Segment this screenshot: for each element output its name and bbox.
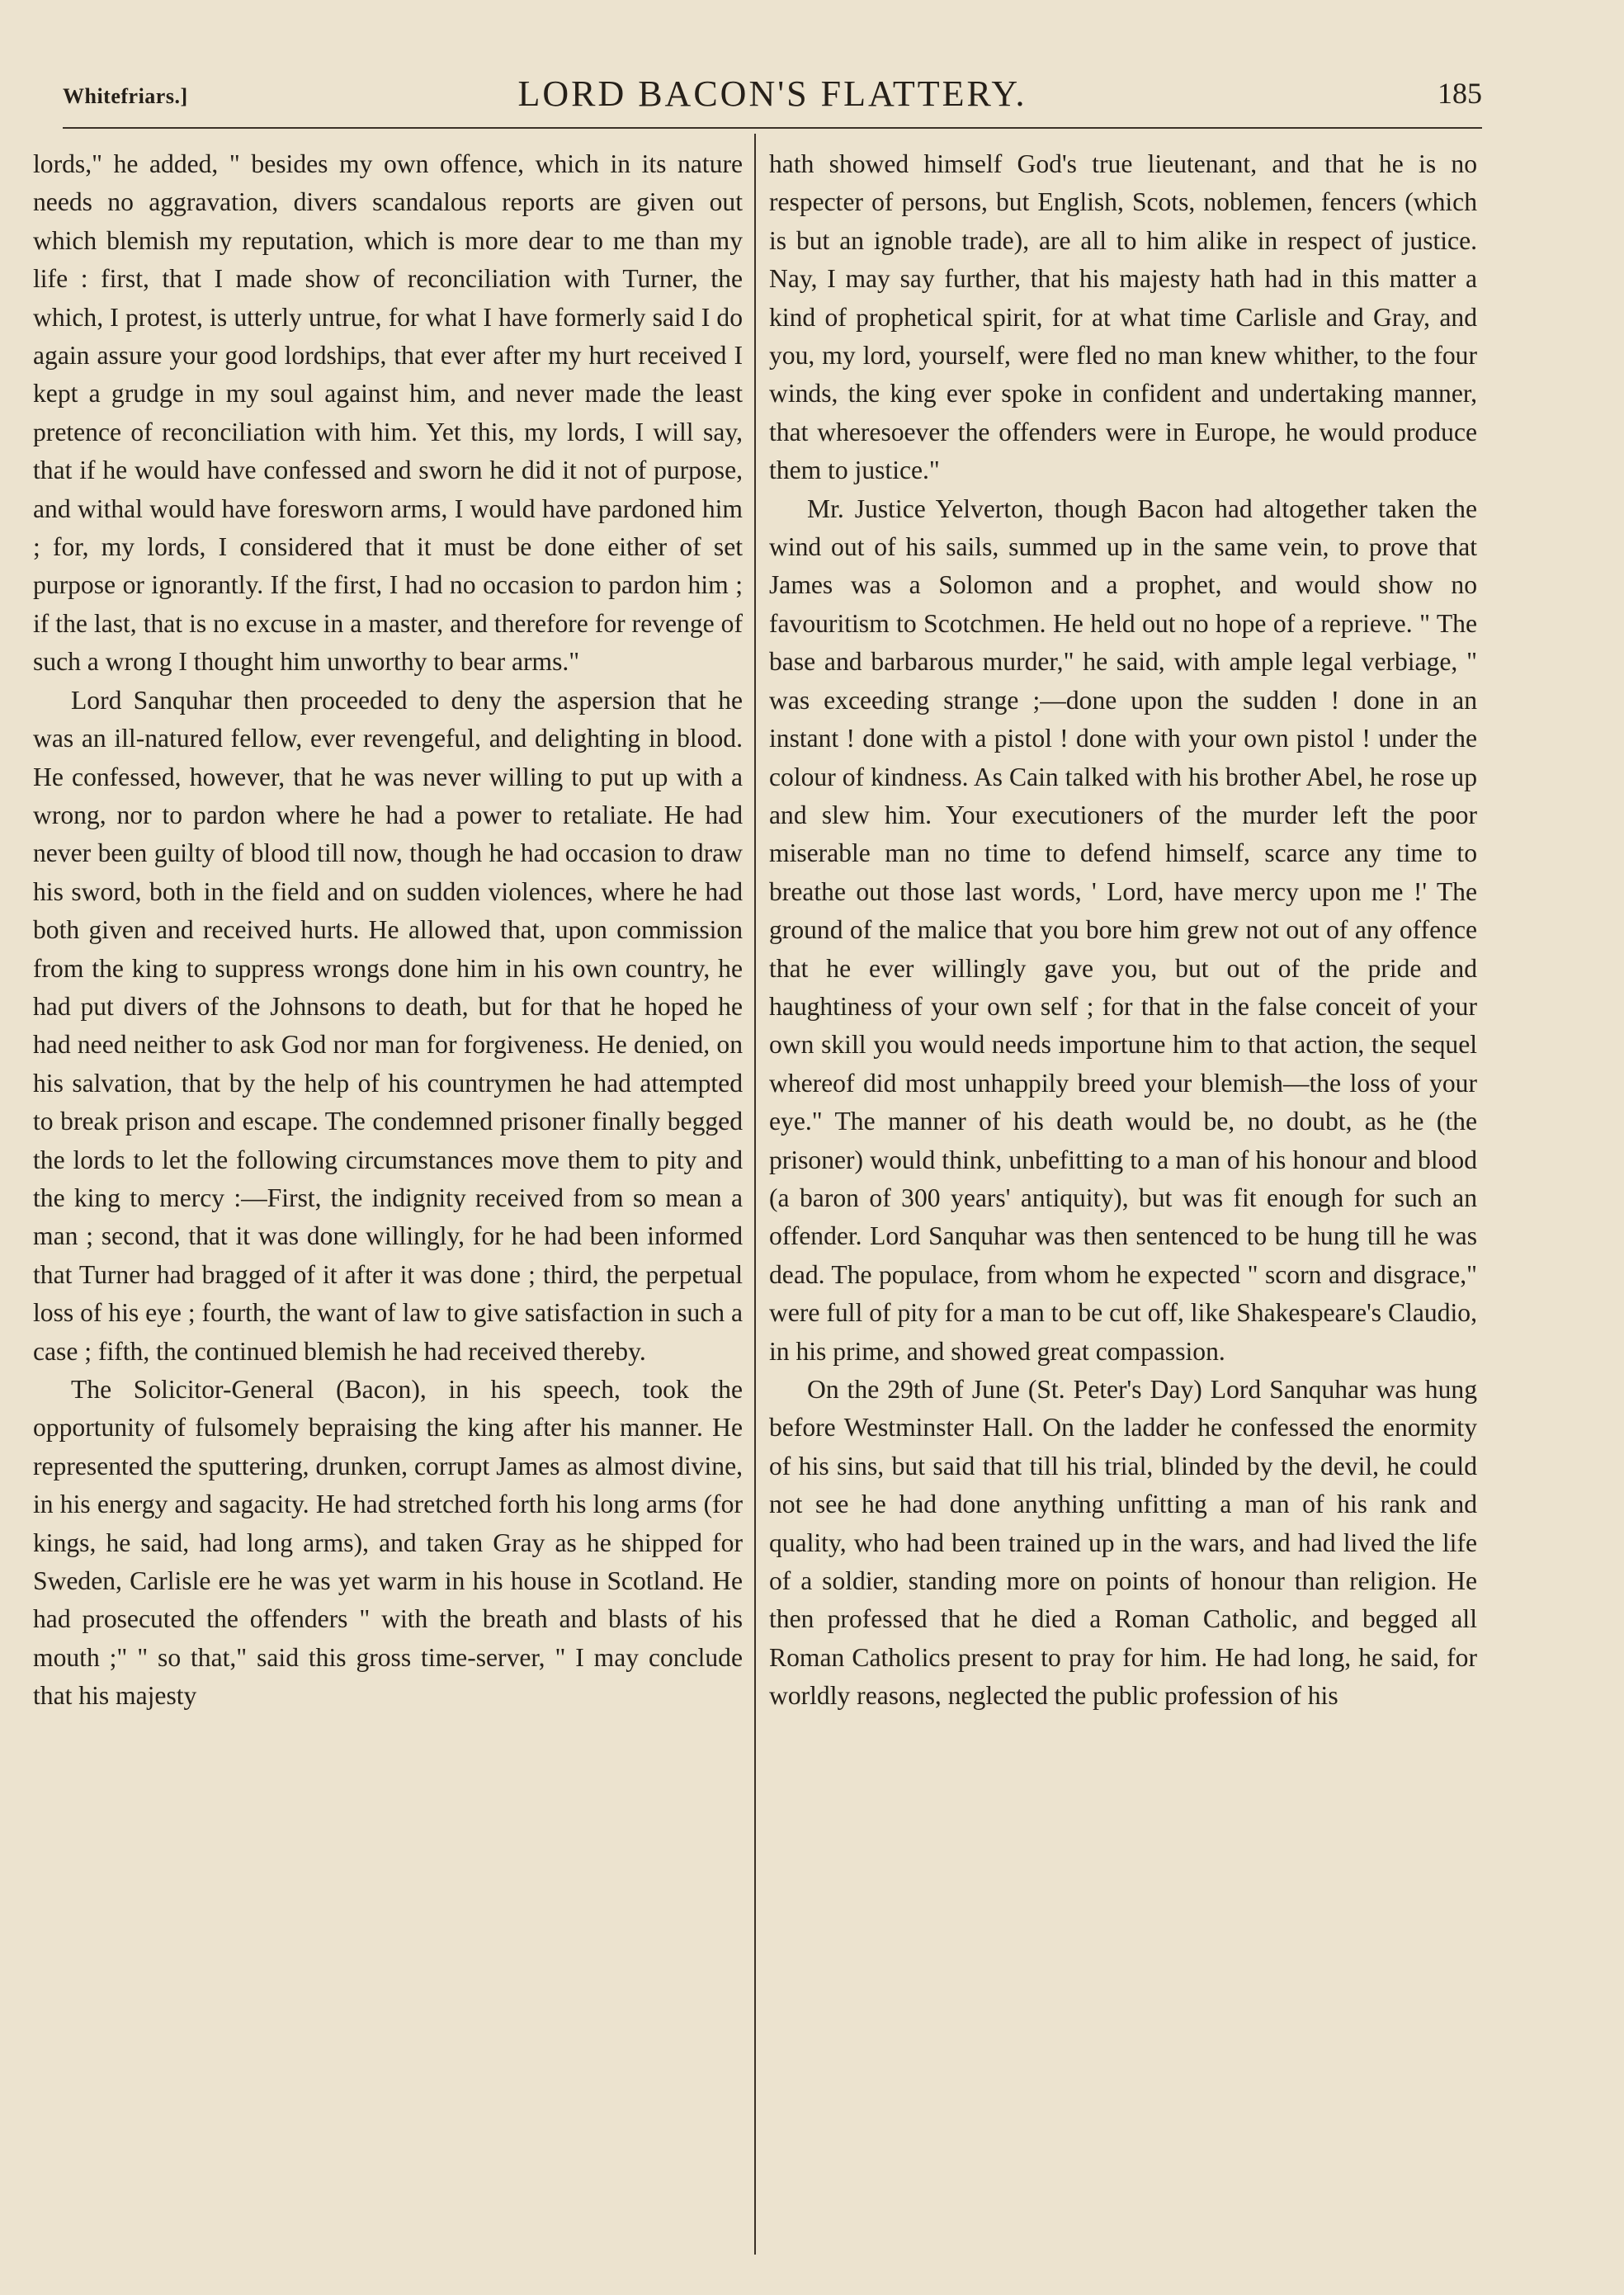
paragraph: On the 29th of June (St. Peter's Day) Lord Sanquhar was hung before Westminster Hall. On the ladder he confessed the enormity of his sins, but said that till his trial, blinded by the devil, he could not see he had done anything unfitting a man of his rank and quality, who had been trained up in the wars, and had lived the life of a soldier, standing more on points of honour than religion. He then professed that he died a Roman Catholic, and begged all Roman Catholics present to pray for him. He had long, he said, for worldly reasons, neglected the public profession of his [769, 1375, 1477, 1711]
paragraph: Mr. Justice Yelverton, though Bacon had altogether taken the wind out of his sails, summed up in the same vein, to prove that James was a Solomon and a prophet, and would show no favouritism to Scotchmen. He held out no hope of a reprieve. " The base and barbarous murder," he said, with ample legal verbiage, " was exceeding strange ;—done upon the sudden ! done in an instant ! done with a pistol ! done with your own pistol ! under the colour of kindness. As Cain talked with his brother Abel, he rose up and slew him. Your executioners of the murder left the poor miserable man no time to defend himself, scarce any time to breathe out those last words, ' Lord, have mercy upon me !' The ground of the malice that you bore him grew not out of any offence that he ever willingly gave you, but out of the pride and haughtiness of your own self ; for that in the false conceit of your own skill you would needs importune him to that action, the sequel whereof did most unhappily breed your blemish—the loss of your eye." The manner of his death would be, no doubt, as he (the prisoner) would think, unbefitting to a man of his honour and blood (a baron of 300 years' antiquity), but was fit enough for such an offender. Lord Sanquhar was then sentenced to be hung till he was dead. The populace, from whom he expected " scorn and disgrace," were full of pity for a man to be cut off, like Shakespeare's Claudio, in his prime, and showed great compassion. [769, 493, 1477, 1366]
left-column [33, 145, 743, 1716]
running-title: LORD BACON'S FLATTERY. [517, 73, 1027, 114]
right-column [769, 145, 1477, 1716]
paragraph: The Solicitor-General (Bacon), in his speech, took the opportunity of fulsomely bepraising the king after his manner. He represented the sputtering, drunken, corrupt James as almost divine, in his energy and sagacity. He had stretched forth his long arms (for kings, he said, had long arms), and taken Gray as he shipped for Sweden, Carlisle ere he was yet warm in his house in Scotland. He had prosecuted the offenders " with the breath and blasts of his mouth ;" " so that," said this gross time-server, " I may conclude that his majesty [33, 1375, 743, 1711]
paragraph: Lord Sanquhar then proceeded to deny the aspersion that he was an ill-natured fellow, ever revengeful, and delighting in blood. He confessed, however, that he was never willing to put up with a wrong, nor to pardon where he had a power to retaliate. He had never been guilty of blood till now, though he had occasion to draw his sword, both in the field and on sudden violences, where he had both given and received hurts. He allowed that, upon commission from the king to suppress wrongs done him in his own country, he had put divers of the Johnsons to death, but for that he hoped he had need neither to ask God nor man for forgiveness. He denied, on his salvation, that by the help of his countrymen he had attempted to break prison and escape. The condemned prisoner finally begged the lords to let the following circumstances move them to pity and the king to mercy :—First, the indignity received from so mean a man ; second, that it was done willingly, for he had been informed that Turner had bragged of it after it was done ; third, the perpetual loss of his eye ; fourth, the want of law to give satisfaction in such a case ; fifth, the continued blemish he had received thereby. [33, 685, 743, 1366]
paragraph: lords," he added, " besides my own offence, which in its nature needs no aggravation, divers scandalous reports are given out which blemish my reputation, which is more dear to me than my life : first, that I made show of reconciliation with Turner, the which, I protest, is utterly untrue, for what I have formerly said I do again assure your good lordships, that ever after my hurt received I kept a grudge in my soul against him, and never made the least pretence of reconciliation with him. Yet this, my lords, I will say, that if he would have confessed and sworn he did it not of purpose, and withal would have foresworn arms, I would have pardoned him ; for, my lords, I considered that it must be done either of set purpose or ignorantly. If the first, I had no occasion to pardon him ; if the last, that is no excuse in a master, and therefore for revenge of such a wrong I thought him unworthy to bear arms." [33, 149, 743, 677]
running-header-left: Whitefriars.] [63, 84, 188, 108]
page-number: 185 [1438, 77, 1482, 110]
column-divider [754, 134, 756, 2255]
paragraph: hath showed himself God's true lieutenant, and that he is no respecter of persons, but English, Scots, noblemen, fencers (which is but an ignoble trade), are all to him alike in respect of justice. Nay, I may say further, that his majesty hath had in this matter a kind of prophetical spirit, for at what time Carlisle and Gray, and you, my lord, yourself, were fled no man knew whither, to the four winds, the king ever spoke in confident and undertaking manner, that wheresoever the offenders were in Europe, he would produce them to justice." [769, 149, 1477, 485]
header-rule [63, 127, 1482, 129]
running-header [63, 73, 1482, 122]
